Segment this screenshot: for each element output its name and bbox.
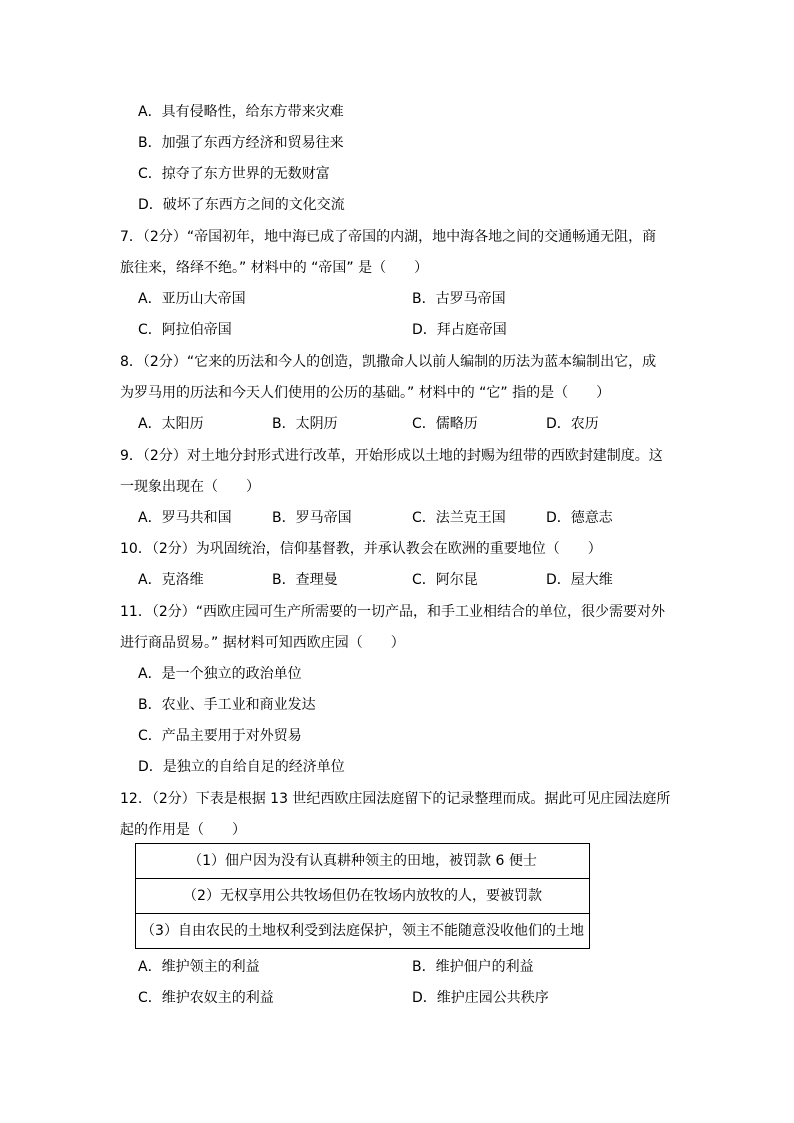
table-row bbox=[136, 844, 590, 879]
q9-option-c: C．法兰克王国 bbox=[412, 510, 506, 526]
q9-option-b: B．罗马帝国 bbox=[272, 510, 352, 526]
q7-option-b: B．古罗马帝国 bbox=[412, 291, 506, 307]
q11-stem-line2: 进行商品贸易。” 据材料可知西欧庄园（ ） bbox=[120, 635, 405, 651]
q9-option-a: A．罗马共和国 bbox=[138, 510, 232, 526]
q12-option-b: B．维护佃户的利益 bbox=[412, 959, 534, 975]
q10-option-a: A．克洛维 bbox=[138, 572, 204, 588]
q12-option-a: A．维护领主的利益 bbox=[138, 959, 260, 975]
table-row bbox=[136, 879, 590, 914]
q6-option-b: B．加强了东西方经济和贸易往来 bbox=[138, 135, 344, 151]
q11-option-a: A．是一个独立的政治单位 bbox=[138, 666, 302, 682]
q10-option-d: D．屋大维 bbox=[546, 572, 613, 588]
q11-option-d: D．是独立的自给自足的经济单位 bbox=[138, 759, 345, 775]
q8-stem-line1: 8．（2分）“它来的历法和今人的创造，凯撒命人以前人编制的历法为蓝本编制出它，成 bbox=[120, 354, 657, 370]
q11-stem-line1: 11．（2分）“西欧庄园可生产所需要的一切产品，和手工业相结合的单位，很少需要对外 bbox=[120, 604, 665, 620]
q11-option-b: B．农业、手工业和商业发达 bbox=[138, 697, 316, 713]
table-cell: （3）自由农民的土地权利受到法庭保护，领主不能随意没收他们的土地 bbox=[136, 914, 590, 949]
q6-option-a: A．具有侵略性，给东方带来灾难 bbox=[138, 104, 344, 120]
q7-stem-line2: 旅往来，络绎不绝。” 材料中的 “帝国” 是（ ） bbox=[120, 260, 429, 276]
q7-option-d: D．拜占庭帝国 bbox=[412, 322, 507, 338]
q8-stem-line2: 为罗马用的历法和今天人们使用的公历的基础。” 材料中的 “它” 指的是（ ） bbox=[120, 385, 611, 401]
table-cell: （2）无权享用公共牧场但仍在牧场内放牧的人，要被罚款 bbox=[136, 879, 590, 914]
q9-stem-line2: 一现象出现在（ ） bbox=[120, 479, 260, 495]
q6-option-c: C．掠夺了东方世界的无数财富 bbox=[138, 166, 330, 182]
q9-stem-line1: 9．（2分）对土地分封形式进行改革，开始形成以土地的封赐为纽带的西欧封建制度。这 bbox=[120, 448, 663, 464]
q10-stem: 10．（2分）为巩固统治，信仰基督教，并承认教会在欧洲的重要地位（ ） bbox=[120, 541, 602, 557]
q12-option-d: D．维护庄园公共秩序 bbox=[412, 990, 549, 1006]
q8-option-b: B．太阴历 bbox=[272, 416, 338, 432]
q6-option-d: D．破坏了东西方之间的文化交流 bbox=[138, 197, 345, 213]
q12-stem-line1: 12．（2分）下表是根据 13 世纪西欧庄园法庭留下的记录整理而成。据此可见庄园法庭所 bbox=[120, 791, 671, 807]
q11-option-c: C．产品主要用于对外贸易 bbox=[138, 728, 302, 744]
q8-option-a: A．太阳历 bbox=[138, 416, 204, 432]
q7-option-a: A．亚历山大帝国 bbox=[138, 291, 246, 307]
q12-stem-line2: 起的作用是（ ） bbox=[120, 822, 246, 838]
q9-option-d: D．德意志 bbox=[546, 510, 613, 526]
table-row bbox=[136, 914, 590, 949]
q7-option-c: C．阿拉伯帝国 bbox=[138, 322, 232, 338]
q8-option-c: C．儒略历 bbox=[412, 416, 478, 432]
q10-option-b: B．查理曼 bbox=[272, 572, 338, 588]
q8-option-d: D．农历 bbox=[546, 416, 599, 432]
table-cell: （1）佃户因为没有认真耕种领主的田地，被罚款 6 便士 bbox=[136, 844, 590, 879]
q7-stem-line1: 7．（2分）“帝国初年，地中海已成了帝国的内湖，地中海各地之间的交通畅通无阻，商 bbox=[120, 229, 657, 245]
court-records-table bbox=[135, 843, 590, 949]
q10-option-c: C．阿尔昆 bbox=[412, 572, 478, 588]
q12-option-c: C．维护农奴主的利益 bbox=[138, 990, 274, 1006]
